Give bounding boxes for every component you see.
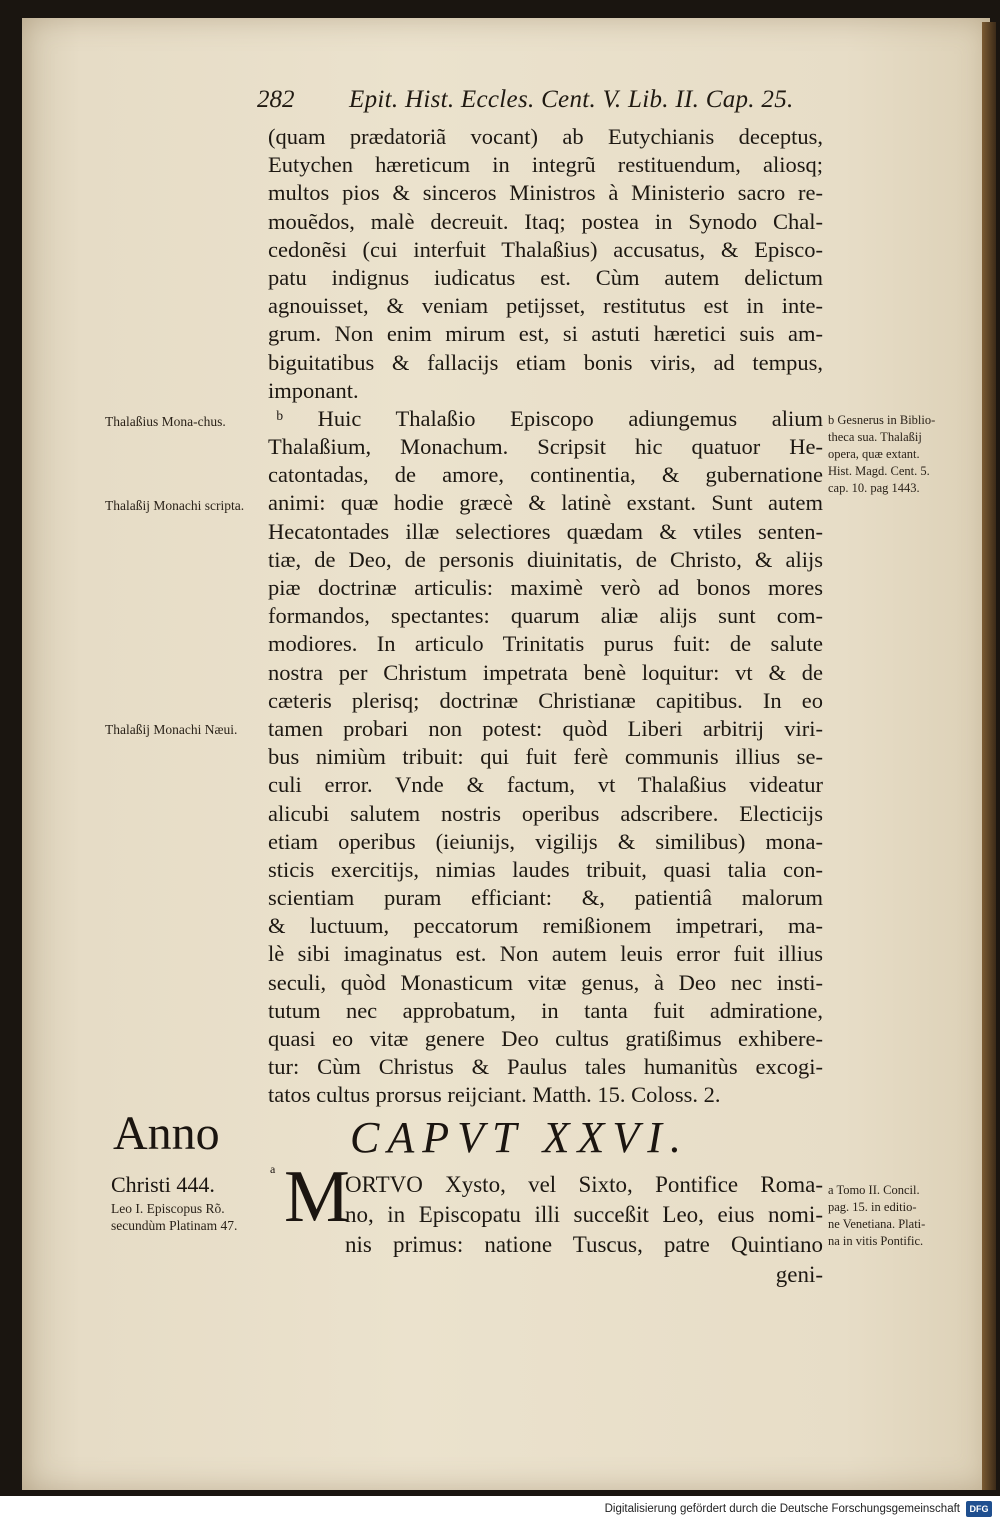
margin-note-line: opera, quæ extant.	[828, 447, 920, 461]
text-line: mouẽdos, malè decreuit. Itaq; postea in Synodo Chal-	[268, 208, 823, 234]
margin-note-line: ne Venetiana. Plati-	[828, 1217, 926, 1231]
page-edge	[982, 22, 996, 1490]
margin-note-left: Thalaßij Monachi scripta.	[105, 498, 245, 513]
text-line: Hecatontades illæ selectiores quædam & vtiles senten-	[268, 518, 823, 544]
text-line: (quam prædatoriã vocant) ab Eutychianis deceptus,	[268, 124, 823, 149]
margin-note-line: pag. 15. in editio-	[828, 1200, 917, 1214]
margin-note-line: a Tomo II. Concil.	[828, 1183, 920, 1197]
footnote-mark: a	[270, 1162, 276, 1176]
text-line: tiæ, de Deo, de personis diuinitatis, de Christo, & alijs	[268, 546, 823, 572]
running-header	[257, 86, 797, 118]
text-line: nostra per Christum impetrata benè loquitur: vt & de	[268, 659, 823, 685]
text-line: catontadas, de amore, continentia, & gubernatione	[268, 462, 823, 488]
text-line: modiores. In articulo Trinitatis purus fuit: de salute	[268, 631, 823, 657]
margin-note-line: theca sua. Thalaßij	[828, 430, 922, 444]
chapter-title: CAPVT XXVI.	[350, 1113, 689, 1162]
anno-label: Anno	[113, 1107, 220, 1160]
text-line: alicubi salutem nostris operibus adscribere. Electicijs	[268, 800, 823, 826]
text-line: Thalaßium, Monachum. Scripsit hic quatuor He-	[268, 434, 823, 460]
text-line: etiam operibus (ieiunijs, vigilijs & similibus) mona-	[268, 828, 823, 854]
chapter-line: ORTVO Xysto, vel Sixto, Pontifice Roma-	[345, 1172, 823, 1197]
running-title: Epit. Hist. Eccles. Cent. V. Lib. II. Cap. 25.	[349, 86, 794, 113]
text-line: tatos cultus prorsus reijciant. Matth. 15. Coloss. 2.	[268, 1082, 721, 1108]
margin-note-line: cap. 10. pag 1443.	[828, 481, 920, 495]
text-line: bus nimiùm tribuit: qui fuit ferè communis illius se-	[268, 744, 823, 770]
leo-note: Leo I. Episcopus Rõ. secundùm Platinam 47.	[111, 1201, 238, 1233]
drop-capital: M	[284, 1156, 350, 1238]
text-line: Eutychen hæreticum in integrũ restituendum, aliosq;	[268, 152, 823, 178]
footer-bar	[0, 1496, 1000, 1524]
chapter-text-block	[345, 1170, 823, 1290]
margin-note-right	[828, 412, 978, 497]
margin-note-left: Thalaßij Monachi Næui.	[105, 722, 238, 737]
text-line: seculi, quòd Monasticum vitæ genus, à Deo nec insti-	[268, 969, 823, 995]
margin-note-left: Thalaßius Mona-chus.	[105, 414, 226, 429]
margin-note-line: Hist. Magd. Cent. 5.	[828, 464, 930, 478]
chapter-line: nis primus: natione Tuscus, patre Quintiano	[345, 1232, 823, 1257]
margin-note-right	[828, 1182, 978, 1250]
text-line: animi: quæ hodie græcè & latinè exstant. Sunt autem	[268, 490, 823, 516]
chapter-line: no, in Episcopatu illi succeßit Leo, eius nomi-	[345, 1202, 823, 1227]
page-number: 282	[257, 86, 295, 113]
text-line: formandos, spectantes: quarum aliæ alijs sunt com-	[268, 603, 823, 629]
text-line: ᵇ Huic Thalaßio Episcopo adiungemus alium	[276, 405, 823, 431]
margin-note-line: b Gesnerus in Biblio-	[828, 413, 936, 427]
text-line: patu indignus iudicatus est. Cùm autem delictum	[268, 264, 823, 290]
text-line: scientiam puram efficiant: &, patientiâ malorum	[268, 885, 823, 911]
chapter-line: geni-	[775, 1262, 823, 1287]
text-line: cæteris plerisq; doctrinæ Christianæ capitibus. In eo	[268, 687, 823, 713]
text-line: sticis exercitijs, nimias laudes tribuit, quasi talia con-	[268, 856, 823, 882]
text-line: agnouisset, & veniam petijsset, restitutus est in inte-	[268, 293, 823, 319]
text-line: tamen probari non potest: quòd Liberi arbitrij viri-	[268, 715, 823, 741]
text-line: lè sibi imaginatus est. Non autem leuis error fuit illius	[268, 941, 823, 967]
text-line: culi error. Vnde & factum, vt Thalaßius videatur	[268, 772, 823, 798]
footer-credit: Digitalisierung gefördert durch die Deutsche Forschungsgemeinschaft	[604, 1503, 960, 1515]
year-label: Christi 444.	[111, 1172, 215, 1197]
text-line: grum. Non enim mirum est, si astuti hæretici suis am-	[268, 321, 823, 347]
margin-note-line: na in vitis Pontific.	[828, 1234, 924, 1248]
text-line: tur: Cùm Christus & Paulus tales humanitùs excogi-	[268, 1054, 823, 1080]
dfg-logo: DFG	[966, 1501, 992, 1517]
text-line: quasi eo vitæ genere Deo cultus gratißimus exhibere-	[268, 1026, 823, 1051]
text-line: tutum nec approbatum, in tanta fuit admiratione,	[268, 997, 823, 1023]
text-line: & luctuum, peccatorum remißionem impetrari, ma-	[268, 913, 823, 939]
text-line: multos pios & sinceros Ministros à Ministerio sacro re-	[268, 180, 823, 206]
main-text-block	[268, 123, 823, 1110]
text-line: biguitatibus & fallacijs etiam bonis viris, ad tempus,	[268, 349, 823, 375]
text-line: piæ doctrinæ articulis: maximè verò ad bonos mores	[268, 575, 823, 600]
text-line: imponant.	[268, 377, 359, 403]
text-line: cedonẽsi (cui interfuit Thalaßius) accusatus, & Episco-	[268, 236, 823, 262]
